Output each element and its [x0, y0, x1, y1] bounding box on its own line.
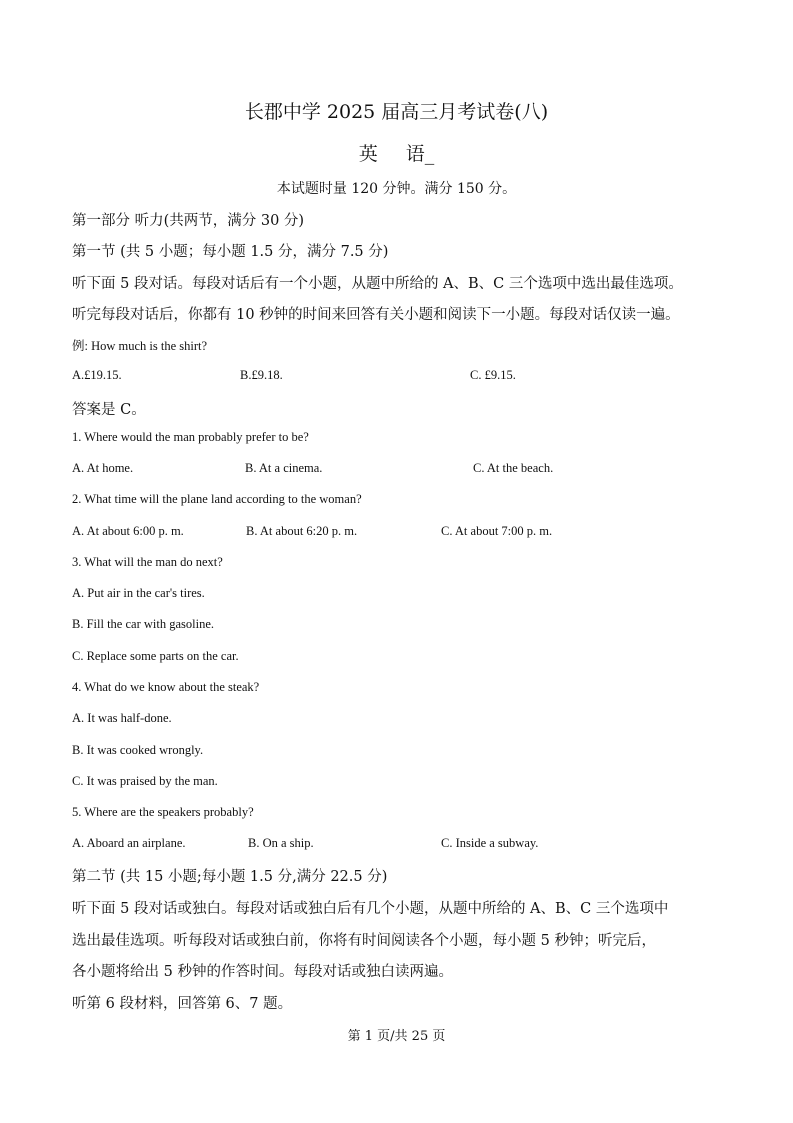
section1-instruction-1: 听下面 5 段对话。每段对话后有一个小题，从题中所给的 A、B、C 三个选项中选出最佳选项。 — [72, 276, 683, 292]
subject-heading — [0, 139, 793, 166]
section2-instruction-1: 听下面 5 段对话或独白。每段对话或独白后有几个小题，从题中所给的 A、B、C 三个选项中 — [72, 901, 669, 917]
subject-char-2: 语_ — [405, 143, 435, 165]
question-5-option-a: A. Aboard an airplane. — [72, 836, 186, 850]
question-1-option-c: C. At the beach. — [473, 461, 554, 475]
example-answer: 答案是 C。 — [72, 402, 146, 418]
section2-heading: 第二节 (共 15 小题;每小题 1.5 分,满分 22.5 分) — [72, 869, 388, 885]
example-option-b: B.£9.18. — [240, 368, 283, 382]
question-2-option-a: A. At about 6:00 p. m. — [72, 524, 184, 538]
question-4-option-b: B. It was cooked wrongly. — [72, 743, 204, 757]
question-4: 4. What do we know about the steak? — [72, 680, 260, 694]
question-5-option-b: B. On a ship. — [248, 836, 314, 850]
section1-heading: 第一节 (共 5 小题；每小题 1.5 分，满分 7.5 分) — [72, 244, 389, 260]
section2-instruction-4: 听第 6 段材料，回答第 6、7 题。 — [72, 996, 293, 1012]
example-option-a: A.£19.15. — [72, 368, 122, 382]
question-2-option-b: B. At about 6:20 p. m. — [246, 524, 358, 538]
exam-info: 本试题时量 120 分钟。满分 150 分。 — [276, 181, 517, 197]
question-2: 2. What time will the plane land according to the woman? — [72, 492, 362, 506]
example-question: 例: How much is the shirt? — [72, 339, 208, 353]
question-4-option-c: C. It was praised by the man. — [72, 774, 218, 788]
question-1-option-a: A. At home. — [72, 461, 134, 475]
exam-title: 长郡中学 2025 届高三月考试卷(八) — [244, 101, 549, 123]
part1-heading: 第一部分 听力(共两节，满分 30 分) — [72, 213, 305, 229]
question-2-option-c: C. At about 7:00 p. m. — [441, 524, 553, 538]
question-3-option-b: B. Fill the car with gasoline. — [72, 617, 214, 631]
question-3-option-c: C. Replace some parts on the car. — [72, 649, 239, 663]
section2-instruction-2: 选出最佳选项。听每段对话或独白前，你将有时间阅读各个小题，每小题 5 秒钟；听完后， — [72, 933, 656, 949]
question-4-option-a: A. It was half-done. — [72, 711, 172, 725]
question-1-option-b: B. At a cinema. — [245, 461, 323, 475]
question-5-option-c: C. Inside a subway. — [441, 836, 539, 850]
question-1: 1. Where would the man probably prefer to be? — [72, 430, 309, 444]
question-3: 3. What will the man do next? — [72, 555, 223, 569]
subject-char-1: 英 — [358, 143, 378, 165]
section1-instruction-2: 听完每段对话后，你都有 10 秒钟的时间来回答有关小题和阅读下一小题。每段对话仅读一遍。 — [72, 307, 680, 323]
example-option-c: C. £9.15. — [470, 368, 516, 382]
section2-instruction-3: 各小题将给出 5 秒钟的作答时间。每段对话或独白读两遍。 — [72, 964, 453, 980]
question-5: 5. Where are the speakers probably? — [72, 805, 254, 819]
question-3-option-a: A. Put air in the car's tires. — [72, 586, 205, 600]
page-footer: 第 1 页/共 25 页 — [347, 1029, 446, 1044]
